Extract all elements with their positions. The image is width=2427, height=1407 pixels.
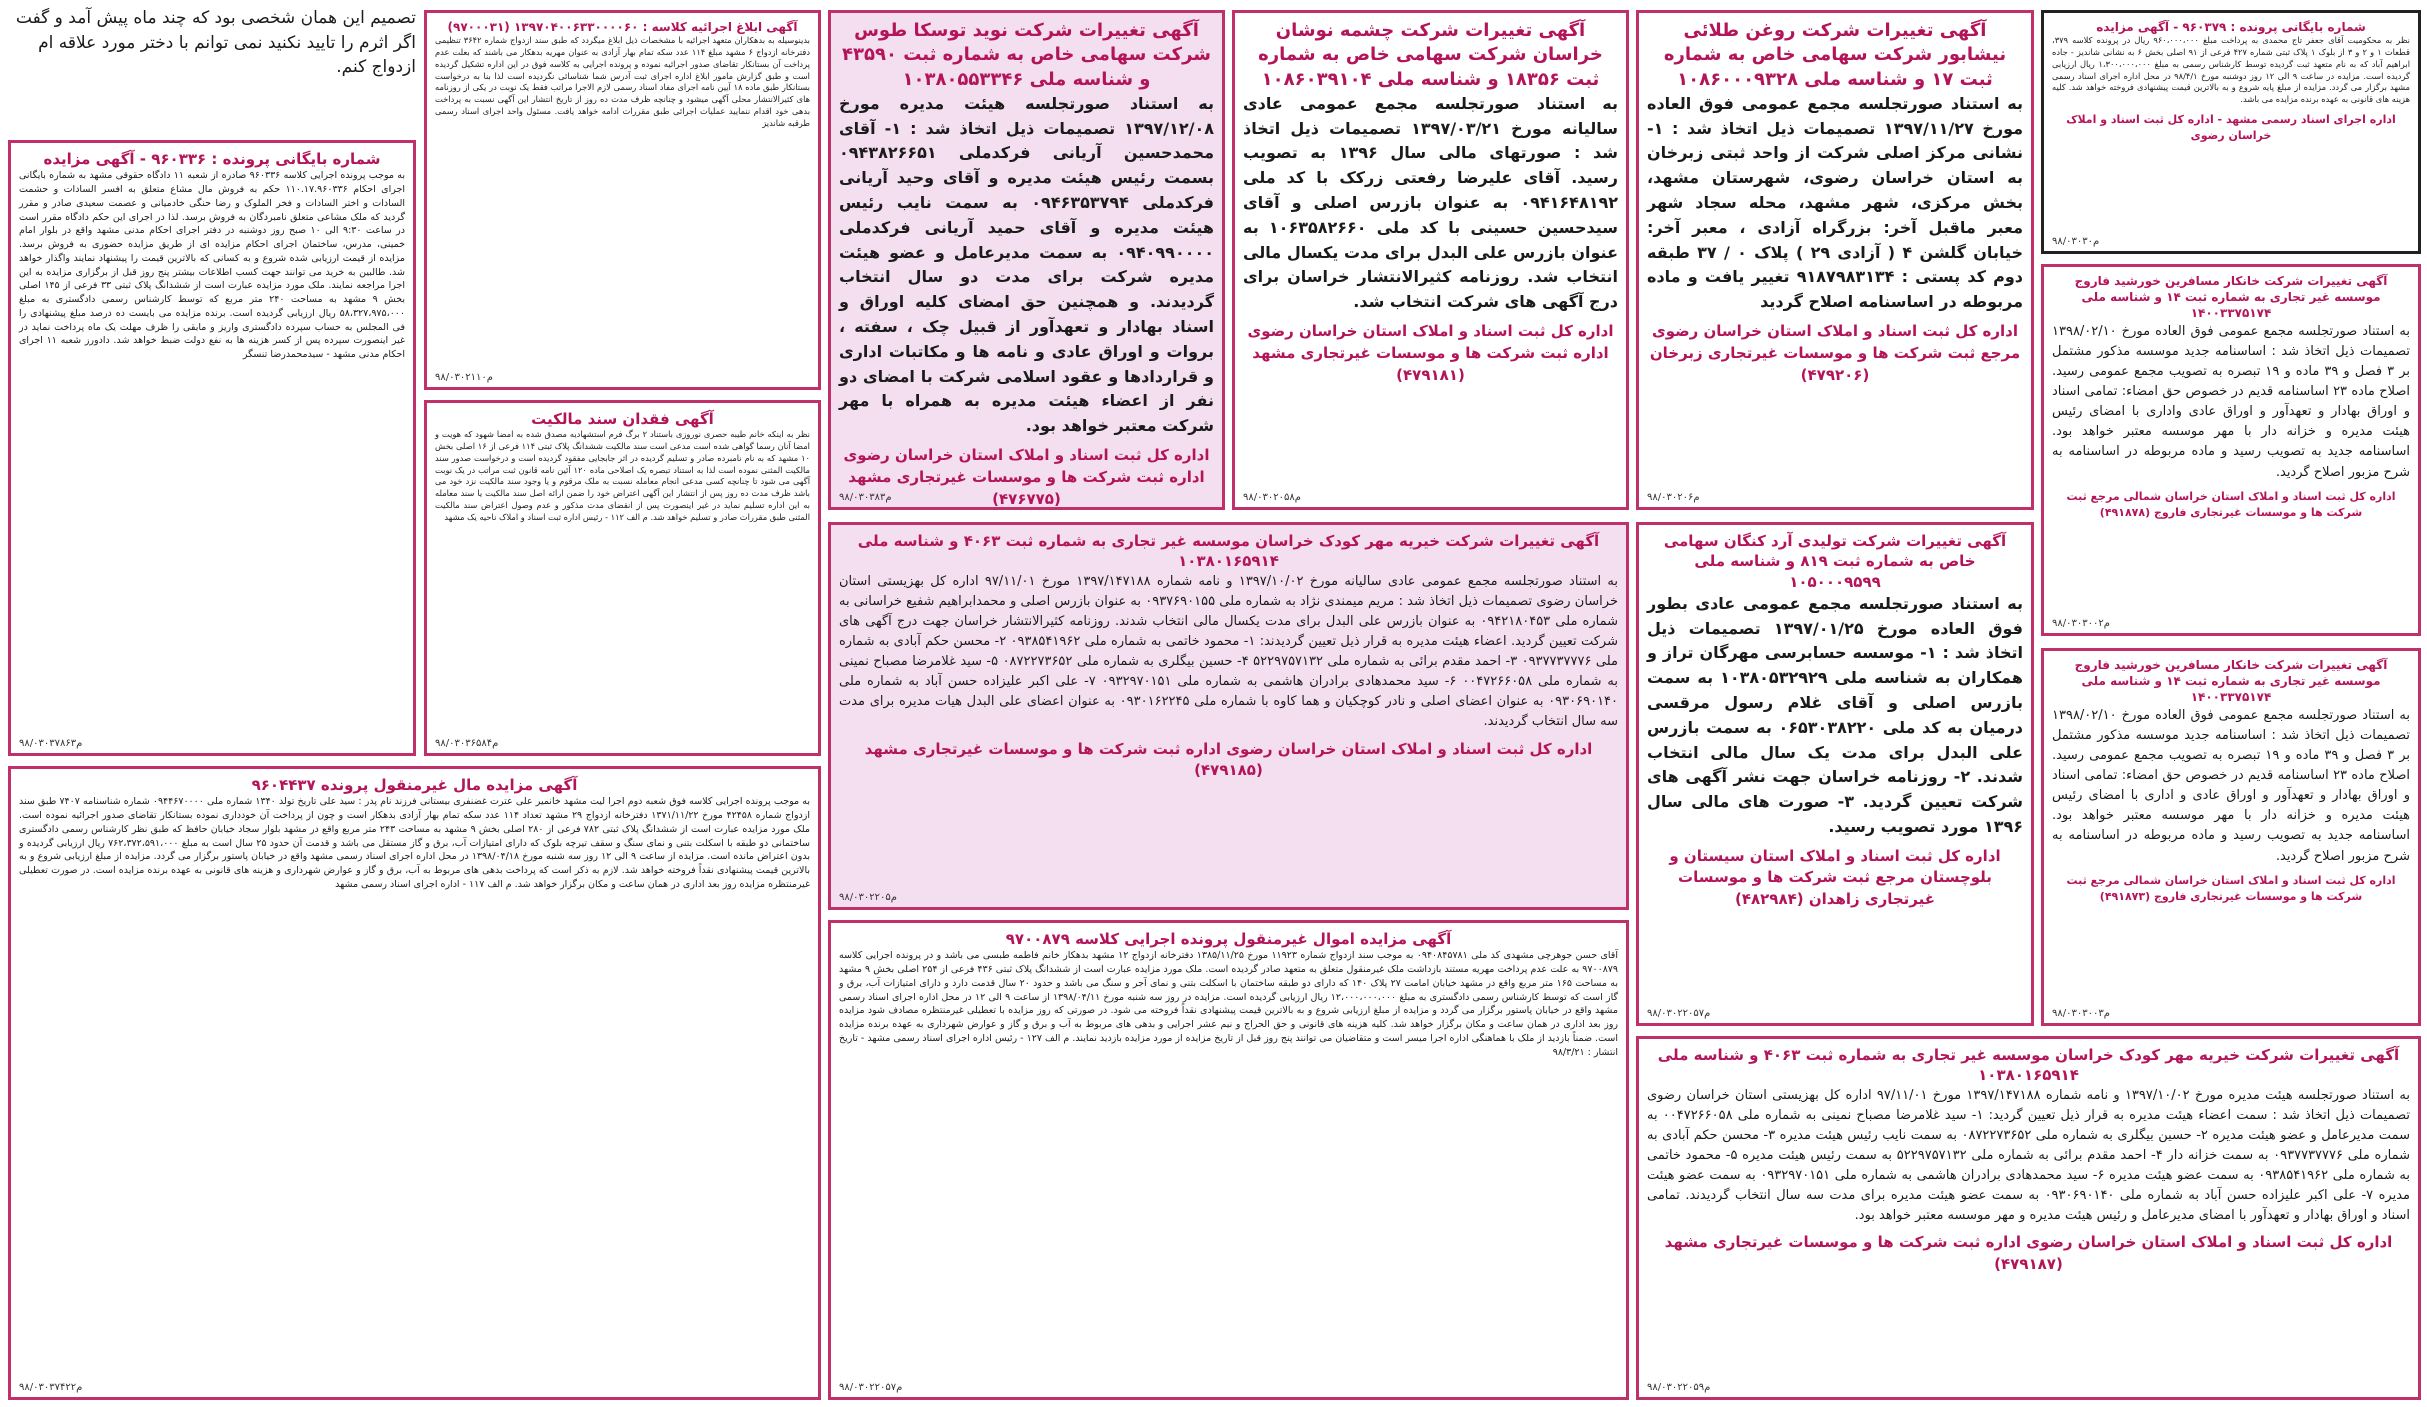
ad-body: به استناد صورتجلسه هیئت مدیره مورخ ۱۳۹۷/۱۰/۰۲ و نامه شماره ۱۳۹۷/۱۴۷۱۸۸ مورخ ۹۷/۱۱/۰۱ اداره کل بهزیستی استان خراسان رضوی تصمیمات ذیل اتخاذ شد : سمت اعضاء هیئت مدیره به قرار ذیل تعیین گردید: ۱- سید غلامرضا مصباح نمینی به شماره ملی ۰۰۴۷۲۶۶۰۵۸ به سمت مدیرعامل و عضو هیئت مدیره ۲- حسین بیگلری به شماره ملی ۰۸۷۲۲۷۳۶۵۲ به سمت نایب رئیس هیئت مدیره ۳- محسن حکم آبادی به شماره ملی ۰۹۳۷۷۳۷۷۷۶ به سمت خزانه دار ۴- احمد مقدم برائی به شماره ملی ۵۲۲۹۷۵۷۱۳۲ به سمت رئیس هیئت مدیره ۵- محمود خاتمی به شماره ملی ۰۹۳۸۵۴۱۹۶۲ به سمت عضو هیئت مدیره ۶- سید محمدهادی برادران هاشمی به شماره ملی ۰۹۳۲۹۷۰۱۵۱ به سمت عضو هیئت مدیره ۷- علی اکبر علیزاده حسن آباد به شماره ملی ۰۹۳۰۶۹۰۱۴۰ به سمت عضو هیئت مدیره برای مدت سه سال انتخاب گردیدند. تمامی اسناد و اوراق بهادار و تعهدآور با امضای مدیرعامل و رئیس هیئت مدیره و مهر موسسه معتبر خواهد بود.: [1647, 1087, 2411, 1224]
ad-body: نظر به اینکه خانم طیبه حصری نوروزی باستناد ۲ برگ فرم استشهادیه مصدق شده به امضا شهود که هویت و امضا آنان رسما گواهی شده است مدعی است سند مالکیت ششدانگ پلاک ثبتی ۱۱۴ فرعی از ۱۶ اصلی بخش ۱۰ مشهد که به نام نامبرده صادر و تسلیم گردیده در اثر جابجایی مفقود گردیده است و درخواست صدور سند مالکیت المثنی نموده است لذا به استناد تبصره یک اصلاحی ماده ۱۲۰ آئین نامه قانون ثبت مراتب در یک نوبت آگهی می شود تا چنانچه کسی مدعی انجام معامله نسبت به ملک مرقوم و یا وجود سند مالکیت نزد خود می باشد ظرف مدت ده روز پس از انتشار این آگهی اعتراض خود را ضمن ارائه اصل سند مالکیت یا سند معامله به این اداره تسلیم نماید در غیر اینصورت پس از انقضای مدت مذکور و عدم وصول اعتراض سند مالکیت المثنی طبق مقررات صادر و تسلیم خواهد شد. م الف ۱۱۲ - رئیس اداره ثبت اسناد و املاک ناحیه یک مشهد: [435, 429, 810, 522]
ad-body: به استناد صورتجلسه مجمع عمومی عادی سالیانه مورخ ۱۳۹۷/۰۳/۲۱ تصمیمات ذیل اتخاذ شد : صورتهای مالی سال ۱۳۹۶ به تصویب رسید. آقای علیرضا رفعتی زرکک با کد ملی ۰۹۴۱۶۴۸۱۹۲ به عنوان بازرس اصلی و آقای سیدحسین حسینی با کد ملی ۱۰۶۳۵۸۲۶۶۰ به عنوان بازرس علی البدل برای مدت یکسال مالی انتخاب شد. روزنامه کثیرالانتشار خراسان برای درج آگهی های شرکت انتخاب شد.: [1243, 93, 1619, 312]
ad-body: به موجب پرونده اجرایی کلاسه فوق شعبه دوم اجرا لیت مشهد خانمیر علی عترت غضنفری بیستانی فرزند نام پدر : سید علی تاریخ تولد ۱۳۴۰ شماره ملی ۰۹۴۴۶۷۰۰۰۰ شماره شناسنامه ۷۴۰۷ طبق سند ازدواج شماره ۴۲۴۵۸ مورخ ۱۳۷۱/۱۱/۲۲ دفترخانه ازدواج ۲۹ مشهد تعداد ۱۱۴ عدد سکه تمام بهار آزادی بدهکار است و چون از پرداخت آن خودداری نموده بستانکار تقاضای صدور اجرائیه نموده است. ملک مورد مزایده عبارت است از ششدانگ پلاک ثبتی ۷۸۲ فرعی از ۲۸۰ اصلی بخش ۹ مشهد به مساحت ۲۴۳ متر مربع واقع در مشهد بلوار سجاد خیابان حافظ که طبق نظر کارشناس رسمی دادگستری ساختمانی دو طبقه با اسکلت بتنی و نمای سنگ و سقف تیرچه بلوک که دارای امتیازات آب، برق و گاز مستقل می باشد و قدمت آن حدود ۲۵ سال است به مبلغ ۷۶۲،۳۷۲،۵۹۱،۰۰۰ ریال ارزیابی گردیده و بدون اعتراض مانده است. مزایده از ساعت ۹ الی ۱۲ روز سه شنبه مورخ ۱۳۹۸/۰۴/۱۸ در محل اداره اجرای اسناد رسمی مشهد واقع در خیابان پاستور برگزار می گردد. مزایده از مبلغ ارزیابی شروع و به بالاترین قیمت پیشنهادی نقداً فروخته خواهد شد. لازم به ذکر است که پرداخت بدهی های مربوط به آب، برق و گاز و عوارض شهرداری و هزینه های قانونی به عهده برنده مزایده است. در صورت تعطیلی غیرمنتظره مزایده روز بعد اداری در همان ساعت و مکان برگزار خواهد شد. م الف ۱۱۷ - اداره اجرای اسناد رسمی مشهد: [19, 796, 811, 890]
ad-signature: اداره کل ثبت اسناد و املاک استان خراسان شمالی مرجع ثبت شرکت ها و موسسات غیرتجاری فاروج (۴۹۱۸۷۸): [2066, 489, 2396, 519]
ad-signature: اداره کل ثبت اسناد و املاک استان خراسان رضوی اداره ثبت شرکت ها و موسسات غیرتجاری مشهد (۴۷۶۷۷۵): [843, 446, 1210, 508]
ad-title: آگهی مزایده اموال غیرمنقول پرونده اجرایی کلاسه ۹۷۰۰۸۷۹: [1005, 930, 1452, 948]
ad-code: ۹۸/۰۳۰۳۶۵۸۴م: [435, 738, 499, 749]
ad-change-ard-kongan: [1636, 522, 2034, 1026]
ad-title: آگهی تغییرات شرکت خانکار مسافرین خورشید فاروج موسسه غیر تجاری به شماره ثبت ۱۴ و شناسه ملی ۱۴۰۰۳۳۷۵۱۷۴: [2074, 274, 2388, 321]
ad-body: بدینوسیله به بدهکاران متعهد اجرائیه با مشخصات ذیل ابلاغ میگردد که طبق سند ازدواج شماره ۳۶۴۲ تنظیمی دفترخانه ازدواج ۶ مشهد مبلغ ۱۱۴ عدد سکه تمام بهار آزادی به عنوان مهریه بدهکار می باشند که بعلت عدم پرداخت آن بستانکار تقاضای صدور اجرائیه نموده و پرونده اجرایی به کلاسه فوق در این اداره تشکیل گردیده است و طبق گزارش مامور ابلاغ اداره اجرای ثبت آدرس شما شناسائی نگردیده است لذا بنا به درخواست بستانکار طبق ماده ۱۸ آیین نامه اجرای مفاد اسناد رسمی لازم الاجرا مراتب فقط یک نوبت در یکی از روزنامه های کثیرالانتشار محلی آگهی میشود و چنانچه ظرف مدت ده روز از تاریخ انتشار این آگهی نسبت به پرداخت بدهی خود اقدام ننمایید عملیات اجرائی طبق مقررات ادامه خواهد یافت. مسئول واحد اجرای اسناد رسمی طرقبه شاندیز: [435, 35, 811, 128]
ad-body: به استناد صورتجلسه مجمع عمومی فوق العاده مورخ ۱۳۹۷/۱۱/۲۷ تصمیمات ذیل اتخاذ شد : ۱- نشانی مرکز اصلی شرکت از واحد ثبتی زبرخان به استان خراسان رضوی، شهرستان مشهد، بخش مرکزی، شهر مشهد، محله سجاد شهر معبر ماقبل آخر: بزرگراه آزادی ، معبر آخر: خیابان گلشن ۴ ( آزادی ۲۹ ) پلاک ۰ / ۳۷ طبقه دوم کد پستی : ۹۱۸۷۹۸۳۱۳۴ تغییر یافت و ماده مربوطه در اساسنامه اصلاح گردید: [1647, 93, 2024, 312]
ad-title: آگهی فقدان سند مالکیت: [531, 410, 714, 428]
ad-code: ۹۸/۰۳۰۳۰م: [2052, 236, 2100, 247]
ad-change-mehr-koodak-board: [1636, 1036, 2421, 1400]
top-left-note: تصمیم این همان شخصی بود که چند ماه پیش آمد و گفت اگر اثرم را تایید نکنید نمی توانم با دختر مورد علاقه ام ازدواج کنم.: [15, 8, 416, 78]
ad-code: ۹۸/۰۳۰۳۷۴۲۲م: [19, 1382, 83, 1393]
ad-signature: اداره کل ثبت اسناد و املاک استان سیستان و بلوچستان مرجع ثبت شرکت ها و موسسات غیرتجاری زاهدان (۴۸۲۹۸۴): [1669, 846, 2001, 909]
ad-code: ۹۸/۰۳۰۲۲۰۵۹م: [1647, 1382, 1711, 1393]
ad-title: شماره بایگانی پرونده : ۹۶۰۳۷۹ - آگهی مزایده: [2096, 20, 2366, 34]
ad-change-mehr-koodak-assembly: [828, 522, 1629, 910]
ad-auction-9700879: [828, 920, 1629, 1400]
ad-change-cheshmeh-noushan: [1232, 10, 1629, 510]
ad-auction-960336: [8, 140, 416, 756]
ad-lost-deed: [424, 400, 821, 756]
ad-signature: اداره کل ثبت اسناد و املاک استان خراسان رضوی اداره ثبت شرکت ها و موسسات غیرتجاری مشهد (۴۷۹۱۸۱): [1247, 322, 1614, 384]
ad-body: به موجب پرونده اجرایی کلاسه ۹۶۰۳۳۶ صادره از شعبه ۱۱ دادگاه حقوقی مشهد به شماره بایگانی اجرای احکام ۱۱۰.۱۷.۹۶۰۳۳۶ حکم به فروش مال مشاع متعلق به افسر السادات و حشمت السادات و اختر السادات و فخر الملوک و رضا حنگی خادمیانی و عصمت سعیدی صادر و مقرر گردید که ملک مشاعی متعلق نامبردگان به فروش برسد. لذا در اجرای این حکم دادگاه مقرر است در ساعت ۹:۳۰ الی ۱۰ صبح روز دوشنبه در دفتر اجرای احکام مدنی مشهد واقع در بلوار امام خمینی، مدرس، ساختمان اجرای احکام مزایده ای از طریق مزایده حضوری به فروش برسد. مزایده از قیمت ارزیابی شده شروع و به کسانی که بالاترین قیمت را پیشنهاد نمایند واگذار خواهد شد. طالبین به خرید می توانند جهت کسب اطلاعات بیشتر پنج روز قبل از برگزاری مزایده به این اجرا مراجعه نمایند. ملک مورد مزایده عبارت است از ششدانگ پلاک ثبتی ۳۳ فرعی از ۱۴۵ اصلی بخش ۹ مشهد به مساحت ۲۴۰ متر مربع که توسط کارشناس رسمی دادگستری به مبلغ ۵۸،۳۲۷،۹۷۵،۰۰۰ ریال ارزیابی گردیده است. برنده مزایده می بایست ده درصد مبلغ پیشنهادی را فی المجلس به حساب سپرده دادگستری واریز و مابقی را ظرف مهلت یک ماه پرداخت نماید در غیر اینصورت سپرده پس از کسر هزینه ها به نفع دولت ضبط خواهد شد. دادورز شعبه ۱۱ اجرای احکام مدنی مشهد - سیدمحمدرضا تنسگر: [19, 170, 406, 361]
ad-signature: اداره اجرای اسناد رسمی مشهد - اداره کل ثبت اسناد و املاک خراسان رضوی: [2066, 112, 2396, 142]
ad-change-roghan-talaei: [1636, 10, 2034, 510]
ad-code: ۹۸/۰۳۰۲۱۱۰م: [435, 372, 493, 383]
ad-code: ۹۸/۰۳۰۲۰۵۸م: [1243, 492, 1301, 503]
ad-title: آگهی تغییرات شرکت روغن طلائی نیشابور شرکت سهامی خاص به شماره ثبت ۱۷ و شناسه ملی ۱۰۸۶۰۰۰۹۳۲۸: [1663, 20, 2007, 90]
ad-title: آگهی تغییرات شرکت خیریه مهر کودک خراسان موسسه غیر تجاری به شماره ثبت ۴۰۶۳ و شناسه ملی ۱۰۳۸۰۱۶۵۹۱۴: [1657, 1046, 2400, 1085]
ad-body: نظر به محکومیت آقای جعفر تاج محمدی به پرداخت مبلغ ۹۶۰،۰۰۰،۰۰۰ ریال در پرونده کلاسه ۳۷۹، قطعات ۱ و ۲ و ۳ از بلوک ۱ پلاک ثبتی شماره ۴۲۷ فرعی از ۹۱ اصلی بخش ۶ به نشانی شاندیز - جاده ابراهیم آباد که به نام متعهد ثبت گردیده توسط کارشناس رسمی به مبلغ ۱،۳۰۰،۰۰۰،۰۰۰ ریال ارزیابی گردیده است. مزایده در ساعت ۹ الی ۱۲ روز دوشنبه مورخ ۹۸/۴/۱ در محل اداره اجرای اسناد رسمی مشهد برگزار می گردد. مزایده از مبلغ پایه شروع و به بالاترین قیمت پیشنهادی فروخته خواهد شد. کلیه هزینه های قانونی به عهده برنده مزایده می باشد.: [2052, 35, 2410, 105]
ad-code: ۹۸/۰۳۰۳۰۰۳م: [2052, 1008, 2110, 1019]
ad-change-navid-tooska: [828, 10, 1225, 510]
ad-title: شماره بایگانی پرونده : ۹۶۰۳۳۶ - آگهی مزایده: [43, 150, 381, 168]
ad-signature: اداره کل ثبت اسناد و املاک استان خراسان رضوی مرجع ثبت شرکت ها و موسسات غیرتجاری زبرخان (۴۷۹۲۰۶): [1649, 322, 2021, 384]
ad-signature: اداره کل ثبت اسناد و املاک استان خراسان رضوی اداره ثبت شرکت ها و موسسات غیرتجاری مشهد (۴۷۹۱۸۵): [864, 739, 1593, 780]
ad-body: آقای حسن جوهرچی مشهدی کد ملی ۰۹۴۰۸۴۵۷۸۱ به موجب سند ازدواج شماره ۱۱۹۲۳ مورخ ۱۳۸۵/۱۱/۲۵ دفترخانه ازدواج ۱۲ مشهد بدهکار خانم فاطمه طبسی می باشد و در پرونده اجرایی کلاسه ۹۷۰۰۸۷۹ به علت عدم پرداخت مهریه مستند بازداشت ملک غیرمنقول متعلق به متعهد صادر گردیده است. ملک مورد مزایده عبارت است از ششدانگ پلاک ثبتی ۴۳۶ فرعی از ۲۵۴ اصلی بخش ۹ مشهد به مساحت ۱۶۵ متر مربع واقع در مشهد خیابان امامت ۲۷ پلاک ۱۴۰ که دارای دو طبقه ساختمان با اسکلت بتنی و نمای آجر و سنگ می باشد و حدود ۲۰ سال قدمت دارد و دارای امتیازات آب، برق و گاز است که توسط کارشناس رسمی دادگستری به مبلغ ۱۲،۰۰۰،۰۰۰،۰۰۰ ریال ارزیابی گردیده است. مزایده در روز سه شنبه مورخ ۱۳۹۸/۰۴/۱۱ از ساعت ۹ الی ۱۲ در محل اداره اجرای اسناد رسمی مشهد واقع در خیابان پاستور برگزار می گردد و مزایده از مبلغ ارزیابی شروع و به بالاترین قیمت پیشنهادی نقداً فروخته می شود. در صورتی که روز مزایده با تعطیلی غیرمنتظره مصادف شود مزایده روز بعد اداری در همان ساعت و مکان برگزار خواهد شد. کلیه هزینه های قانونی و حق الحراج و نیم عشر اجرایی و بدهی های مربوط به آب و برق و گاز و عوارض شهرداری به عهده برنده مزایده است. ضمناً بازدید از ملک با هماهنگی اداره اجرا میسر است و متقاضیان می توانند پنج روز قبل از تاریخ مزایده از مورد مزایده بازدید نمایند. م الف ۱۲۷ - رئیس اداره اجرای اسناد رسمی مشهد - تاریخ انتشار : ۹۸/۳/۲۱: [839, 950, 1619, 1058]
ad-change-khorshid-farooj-2: [2041, 648, 2421, 1026]
ad-code: ۹۸/۰۳۰۲۲۰۵۷م: [1647, 1008, 1711, 1019]
ad-auction-960379: [2041, 10, 2421, 254]
ad-body: به استناد صورتجلسه مجمع عمومی فوق العاده مورخ ۱۳۹۸/۰۲/۱۰ تصمیمات ذیل اتخاذ شد : اساسنامه جدید موسسه مذکور مشتمل بر ۳ فصل و ۳۹ ماده و ۱۹ تبصره به تصویب مجمع عمومی رسید. اصلاح ماده ۲۳ اساسنامه قدیم در خصوص حق امضاء: تمامی اسناد و اوراق بهادار و تعهدآور و اوراق عادی واداری با امضای رئیس هیئت مدیره و خزانه دار با مهر موسسه معتبر خواهد بود. اساسنامه جدید به تصویب رسید و ماده مربوطه در اساسنامه به شرح مزبور اصلاح گردید.: [2052, 323, 2411, 480]
ad-title: آگهی ابلاغ اجرائیه کلاسه : ۱۳۹۷۰۴۰۰۶۳۳۰۰۰۰۶۰ (۹۷۰۰۰۳۱): [447, 20, 798, 34]
ad-code: ۹۸/۰۳۰۲۲۰۵م: [839, 892, 897, 903]
ad-signature: اداره کل ثبت اسناد و املاک استان خراسان شمالی مرجع ثبت شرکت ها و موسسات غیرتجاری فاروج (۴۹۱۸۷۳): [2066, 873, 2396, 903]
ad-change-khorshid-farooj-1: [2041, 264, 2421, 636]
ad-code: ۹۸/۰۳۰۳۰۰۲م: [2052, 618, 2110, 629]
ad-signature: اداره کل ثبت اسناد و املاک استان خراسان رضوی اداره ثبت شرکت ها و موسسات غیرتجاری مشهد (۴۷۹۱۸۷): [1664, 1233, 2393, 1274]
ad-title: آگهی تغییرات شرکت خیریه مهر کودک خراسان موسسه غیر تجاری به شماره ثبت ۴۰۶۳ و شناسه ملی ۱۰۳۸۰۱۶۵۹۱۴: [857, 532, 1600, 571]
ad-body: به استناد صورتجلسه مجمع عمومی فوق العاده مورخ ۱۳۹۸/۰۲/۱۰ تصمیمات ذیل اتخاذ شد : اساسنامه جدید موسسه مذکور مشتمل بر ۳ فصل و ۳۹ ماده و ۱۹ تبصره به تصویب مجمع عمومی رسید. اصلاح ماده ۲۳ اساسنامه قدیم در خصوص حق امضاء: تمامی اسناد و اوراق بهادار و تعهدآور و اوراق عادی و اداری با امضای رئیس هیئت مدیره و خزانه دار با مهر موسسه معتبر خواهد بود. اساسنامه جدید به تصویب رسید و ماده مربوطه در اساسنامه به شرح مزبور اصلاح گردید.: [2052, 707, 2411, 864]
ad-title: آگهی تغییرات شرکت نوید توسکا طوس شرکت سهامی خاص به شماره ثبت ۴۳۵۹۰ و شناسه ملی ۱۰۳۸۰۵۵۳۳۴۶: [842, 20, 1211, 90]
ad-title: آگهی تغییرات شرکت چشمه نوشان خراسان شرکت سهامی خاص به شماره ثبت ۱۸۳۵۶ و شناسه ملی ۱۰۸۶۰۳۹۱۰۴: [1258, 20, 1603, 90]
ad-title: آگهی تغییرات شرکت تولیدی آرد کنگان سهامی خاص به شماره ثبت ۸۱۹ و شناسه ملی ۱۰۵۰۰۰۹۵۹۹: [1663, 532, 2007, 591]
ad-code: ۹۸/۰۳۰۳۸۳م: [839, 492, 892, 503]
ad-body: به استناد صورتجلسه مجمع عمومی عادی بطور فوق العاده مورخ ۱۳۹۷/۰۱/۲۵ تصمیمات ذیل اتخاذ شد : ۱- موسسه حسابرسی مهرگان تراز و همکاران به شناسه ملی ۱۰۳۸۰۵۳۲۹۲۹ به سمت بازرس اصلی و آقای غلام رسول مرقسی درمیان به کد ملی ۰۶۵۳۰۳۸۲۲۰ به سمت بازرس علی البدل برای مدت یک سال مالی انتخاب شدند. ۲- روزنامه خراسان جهت نشر آگهی های شرکت تعیین گردید. ۳- صورت های مالی سال ۱۳۹۶ مورد تصویب رسید.: [1647, 593, 2024, 836]
ad-body: به استناد صورتجلسه هیئت مدیره مورخ ۱۳۹۷/۱۲/۰۸ تصمیمات ذیل اتخاذ شد : ۱- آقای محمدحسین آریانی فرکدملی ۰۹۴۳۸۲۶۶۵۱ بسمت رئیس هیئت مدیره و آقای وحید آریانی فرکدملی ۰۹۴۶۳۵۳۷۹۴ به سمت نایب رئیس هیئت مدیره و آقای حمید آریانی فرکدملی ۰۹۴۰۹۹۰۰۰۰ به سمت مدیرعامل و عضو هیئت مدیره شرکت برای مدت دو سال انتخاب گردیدند. و همچنین حق امضای کلیه اوراق و اسناد بهادار و تعهدآور از قبیل چک ، سفته ، بروات و اوراق عادی و نامه ها و مکاتبات اداری و قراردادها و عقود اسلامی شرکت با امضای دو نفر از اعضاء هیئت مدیره به همراه با مهر شرکت معتبر خواهد بود.: [839, 93, 1215, 436]
ad-notification-execution: [424, 10, 821, 390]
ad-code: ۹۸/۰۳۰۲۰۶م: [1647, 492, 1700, 503]
ad-code: ۹۸/۰۳۰۲۲۰۵۷م: [839, 1382, 903, 1393]
ad-auction-9604437: [8, 766, 821, 1400]
ad-title: آگهی مزایده مال غیرمنقول پرونده ۹۶۰۴۴۳۷: [251, 776, 578, 794]
ad-title: آگهی تغییرات شرکت خانکار مسافرین خورشید فاروج موسسه غیر تجاری به شماره ثبت ۱۴ و شناسه ملی ۱۴۰۰۳۳۷۵۱۷۴: [2074, 658, 2388, 705]
ad-body: به استناد صورتجلسه مجمع عمومی عادی سالیانه مورخ ۱۳۹۷/۱۰/۰۲ و نامه شماره ۱۳۹۷/۱۴۷۱۸۸ مورخ ۹۷/۱۱/۰۱ اداره کل بهزیستی استان خراسان رضوی تصمیمات ذیل اتخاذ شد : مریم میمندی نژاد به شماره ملی ۰۹۳۷۶۹۰۱۵۵ به عنوان بازرس اصلی و محمدابراهیم شفیع خراسانی به شماره ملی ۰۹۴۲۱۸۰۴۵۳ به عنوان بازرس علی البدل برای مدت یکسال مالی انتخاب شدند. روزنامه کثیرالانتشار خراسان جهت درج آگهی های شرکت تعیین گردید. اعضاء هیئت مدیره به قرار ذیل تعیین گردیدند: ۱- محمود خاتمی به شماره ملی ۰۹۳۸۵۴۱۹۶۲ ۲- محسن حکم آبادی به شماره ملی ۰۹۳۷۷۳۷۷۷۶ ۳- احمد مقدم برائی به شماره ملی ۵۲۲۹۷۵۷۱۳۲ ۴- حسین بیگلری به شماره ملی ۰۸۷۲۲۷۳۶۵۲ ۵- سید غلامرضا مصباح نمینی به شماره ملی ۰۰۴۷۲۶۶۰۵۸ ۶- سید محمدهادی برادران هاشمی به شماره ملی ۰۹۳۲۹۷۰۱۵۱ ۷- علی اکبر علیزاده حسن آباد به شماره ملی ۰۹۳۰۶۹۰۱۴۰ به عنوان اعضای اصلی و نادر کوچکیان و هما کاوه با شماره ملی ۰۹۳۰۱۶۲۲۴۵ به عنوان اعضای علی البدل هیات مدیره برای مدت سه سال انتخاب گردیدند.: [839, 573, 1619, 730]
ad-code: ۹۸/۰۳۰۳۷۸۶۳م: [19, 738, 83, 749]
